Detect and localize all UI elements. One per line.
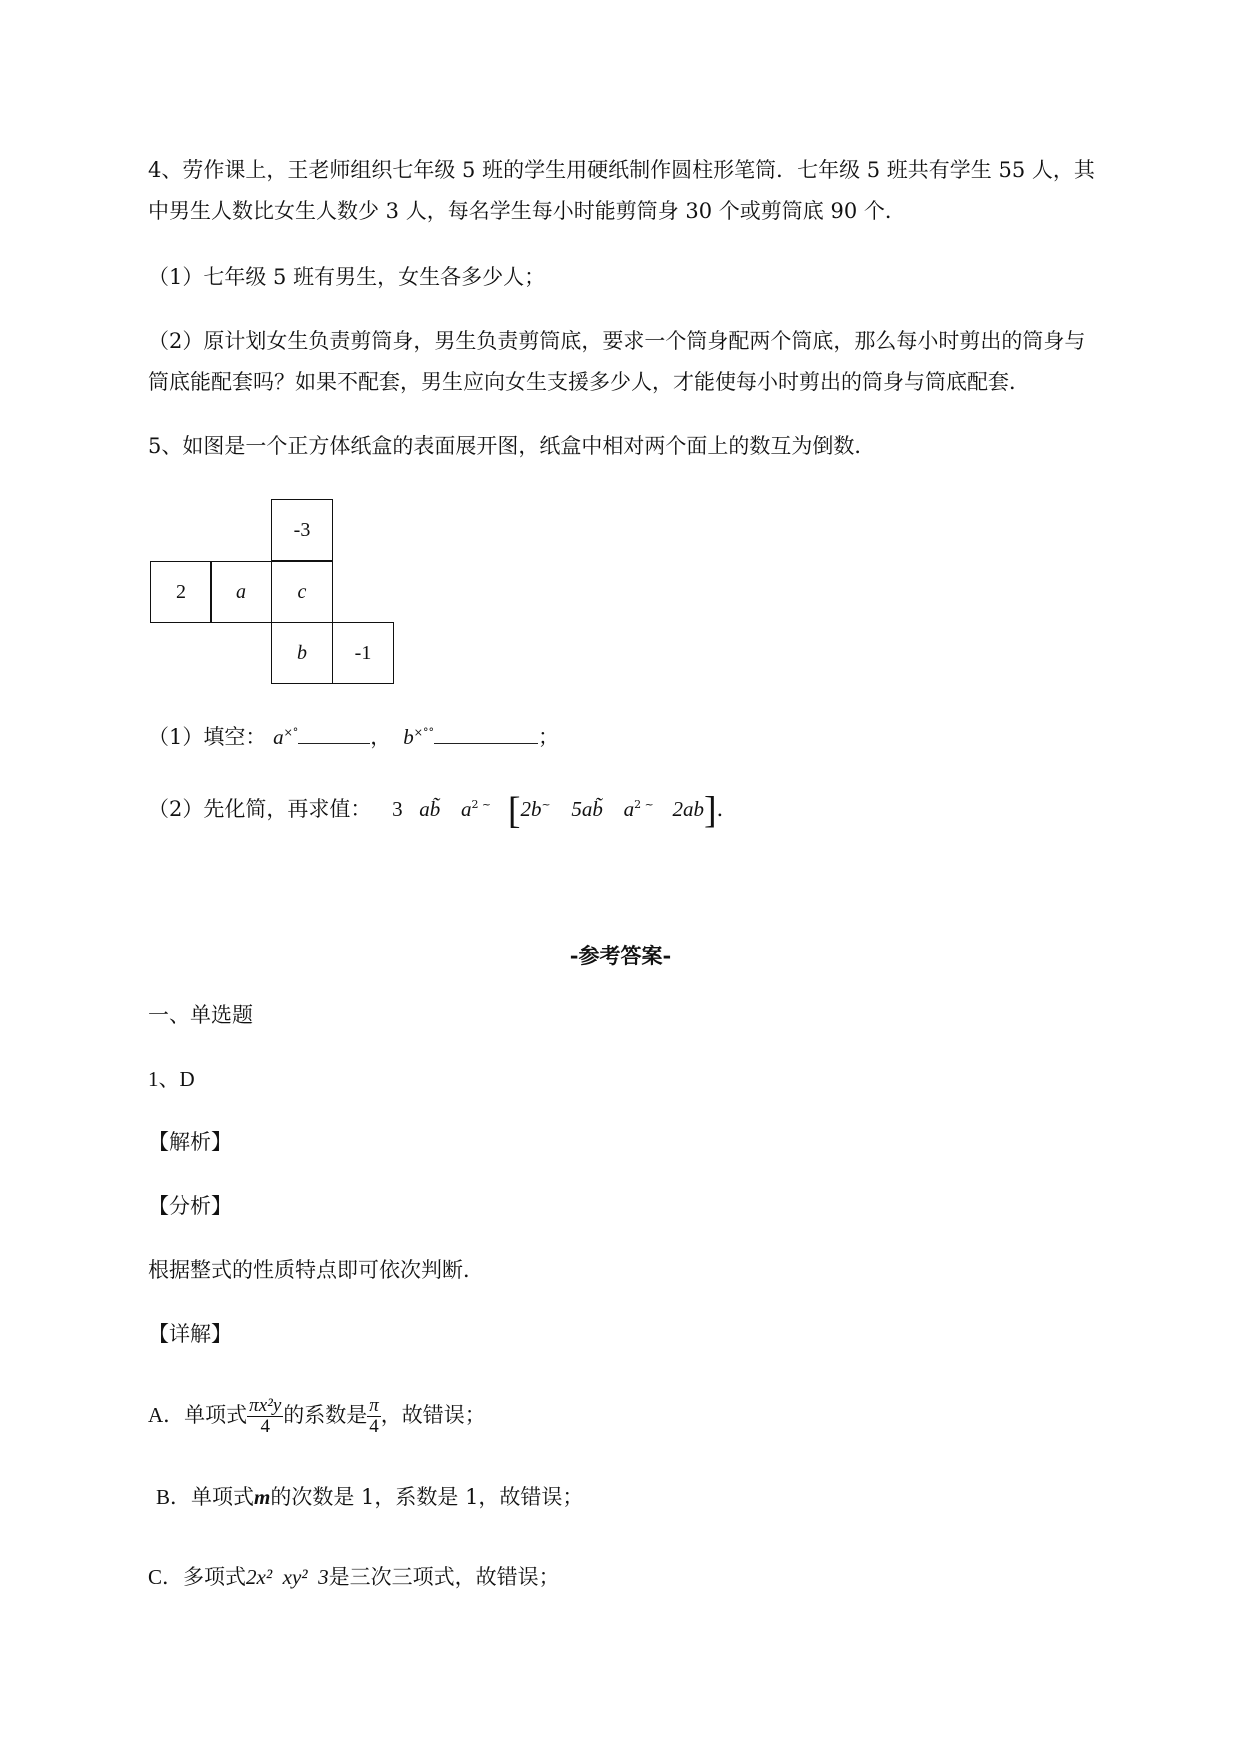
sep: ，: [370, 725, 392, 749]
fenxi-label: 【分析】: [148, 1194, 232, 1218]
mark-b: ×°°: [413, 726, 434, 739]
sup-3: 2 ~: [634, 798, 654, 811]
option-b-end: 的次数是 1，系数是 1，故错误；: [270, 1485, 584, 1509]
answer-item-1: 1、D: [148, 1067, 195, 1091]
fraction-2: [367, 1396, 381, 1437]
expr-3: 3: [392, 797, 403, 821]
option-a: [148, 1390, 486, 1440]
expr-2b: 2b: [520, 797, 542, 821]
blank-b[interactable]: [434, 725, 538, 744]
fraction-1-den: 4: [260, 1416, 270, 1437]
answers-heading: -参考答案-: [569, 943, 672, 968]
option-c-end: 是三次三项式，故错误；: [328, 1565, 560, 1589]
xiangjie-label: 【详解】: [148, 1322, 232, 1346]
option-c: [148, 1562, 560, 1592]
option-b-prefix: B．单项式: [156, 1485, 255, 1509]
expr-ab: ab̃: [419, 797, 441, 821]
end: ；: [538, 725, 559, 749]
option-a-prefix: A．单项式: [148, 1403, 248, 1427]
expr-a: a: [460, 797, 472, 821]
fraction-1-num: πx²y: [249, 1395, 282, 1416]
fraction-2-num: π: [369, 1395, 379, 1416]
option-b: [156, 1482, 583, 1512]
net-cell-bottom-right: -1: [332, 622, 394, 684]
q4-sub2-line2: 筒底能配套吗？如果不配套，男生应向女生支援多少人，才能使每小时剪出的筒身与筒底配套．: [148, 370, 1030, 394]
option-c-prefix: C．多项式: [148, 1565, 247, 1589]
q5-intro: 5、如图是一个正方体纸盒的表面展开图，纸盒中相对两个面上的数互为倒数．: [148, 434, 876, 458]
net-cell-left: 2: [150, 561, 212, 623]
mark-a: ×°: [283, 726, 299, 739]
net-cell-c: c: [271, 561, 333, 623]
jiexi-label: 【解析】: [148, 1130, 232, 1154]
var-b: b: [403, 725, 414, 749]
q5-sub1-prefix: （1）填空：: [148, 725, 267, 749]
sup-2: ~: [541, 798, 551, 811]
q4-sub1: （1）七年级 5 班有男生，女生各多少人；: [148, 265, 546, 289]
option-a-mid: 的系数是: [283, 1403, 368, 1427]
expr-end: ．: [716, 797, 738, 821]
var-a: a: [273, 725, 284, 749]
section-title: 一、单选题: [148, 1003, 253, 1027]
expr-a2: a: [623, 797, 635, 821]
net-cell-top: -3: [271, 499, 333, 561]
fraction-1: [247, 1396, 283, 1437]
var-m: m: [254, 1485, 271, 1509]
q4-line2: 中男生人数比女生人数少 3 人，每名学生每小时能剪筒身 30 个或剪筒底 90 个．: [148, 199, 906, 223]
net-cell-a: a: [210, 561, 272, 623]
q5-sub2: [148, 789, 738, 832]
q4-line1: 4、劳作课上，王老师组织七年级 5 班的学生用硬纸制作圆柱形笔筒．七年级 5 班共有学生 55 人，其: [148, 158, 1095, 182]
q5-sub2-prefix: （2）先化简，再求值：: [148, 797, 372, 821]
option-c-expr: 2x² xy² 3: [246, 1565, 329, 1589]
right-bracket: ]: [704, 789, 717, 832]
q5-sub1: [148, 718, 559, 752]
sup-1: 2 ~: [471, 798, 492, 811]
option-a-end: ，故错误；: [380, 1403, 486, 1427]
expr-2ab: 2ab: [672, 797, 704, 821]
fenxi-text: 根据整式的性质特点即可依次判断．: [148, 1258, 484, 1282]
q4-sub2-line1: （2）原计划女生负责剪筒身，男生负责剪筒底，要求一个筒身配两个筒底，那么每小时剪出的筒身与: [148, 329, 1086, 353]
blank-a[interactable]: [298, 725, 370, 744]
expr-5ab: 5ab̃: [571, 797, 603, 821]
fraction-2-den: 4: [369, 1416, 379, 1437]
net-cell-b: b: [271, 622, 333, 684]
left-bracket: [: [507, 789, 521, 832]
